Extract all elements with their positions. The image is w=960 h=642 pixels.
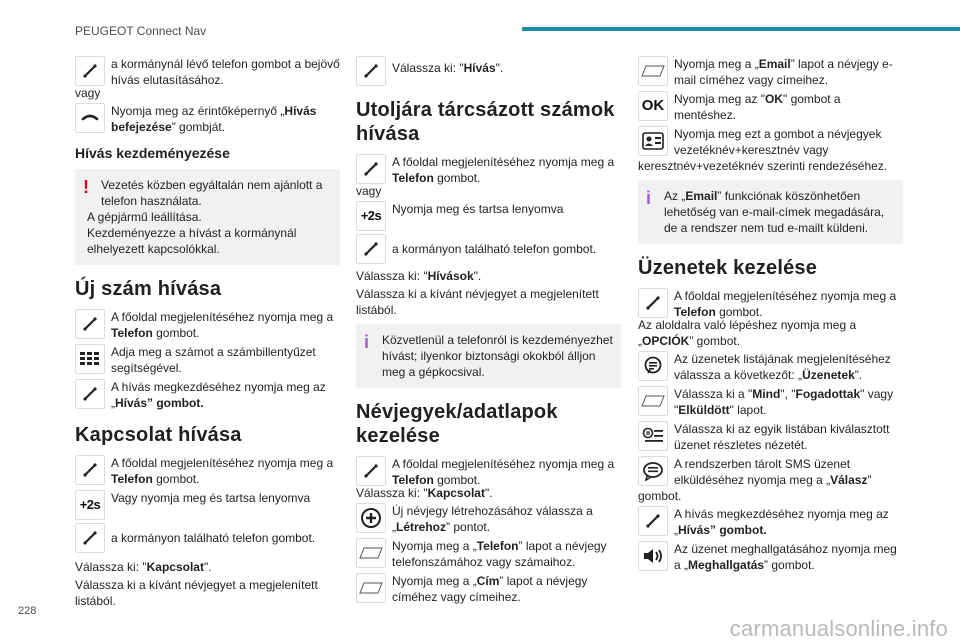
ok-icon: OK: [638, 91, 668, 121]
contact-card-icon: [638, 126, 668, 156]
edit-field-icon: [356, 573, 386, 603]
edit-field-icon: [356, 538, 386, 568]
keypad-icon: [75, 344, 105, 374]
list-item: OK Nyomja meg az "OK" gombot a mentéshez.: [638, 91, 903, 123]
list-item: Nyomja meg az érintőképernyő „Hívás befejezése” gombját.: [75, 103, 340, 135]
list-item: A főoldal megjelenítéséhez nyomja meg a Telefon gombot.: [638, 288, 903, 320]
warning-icon: !: [83, 177, 89, 197]
page-number: 228: [18, 605, 37, 617]
list-item: Nyomja meg ezt a gombot a névjegyek vezetéknév+keresztnév vagy: [638, 126, 903, 158]
list-item: Új névjegy létrehozásához válassza a „Létrehoz” pontot.: [356, 503, 621, 535]
add-icon: [356, 503, 386, 533]
list-item: Az üzenet meghallgatásához nyomja meg a „Meghallgatás” gombot.: [638, 541, 903, 573]
list-item: Nyomja meg a „Telefon” lapot a névjegy telefonszámához vagy számaihoz.: [356, 538, 621, 570]
list-item: Válassza ki a "Mind", "Fogadottak" vagy "Elküldött" lapot.: [638, 386, 903, 418]
list-item: Adja meg a számot a számbillentyűzet segítségével.: [75, 344, 340, 376]
phone-icon: [75, 455, 105, 485]
phone-icon: [356, 56, 386, 86]
list-item: A főoldal megjelenítéséhez nyomja meg a Telefon gombot.: [356, 456, 621, 488]
section-heading: Üzenetek kezelése: [638, 257, 818, 279]
list-item: a kormánynál lévő telefon gombot a bejövő hívás elutasításához.: [75, 56, 340, 88]
list-item: A főoldal megjelenítéséhez nyomja meg a Telefon gombot.: [356, 154, 621, 186]
edit-field-icon: [638, 386, 668, 416]
column-3: Nyomja meg a „Email” lapot a névjegy e-mail címéhez vagy címeihez. OK Nyomja meg az "OK" gombot a mentéshez. Nyomja meg ezt a gombot a névjegyek vezetéknév+keresztnév vagy keresztnév+vezetéknév szerinti rendezéséhez. i Az „Email” funkciónak köszönhetően lehetőség van e-mail-címek megadására, de a rendszer nem tud e-mailt küldeni. Üzenetek kezelése A főoldal megjelenítéséhez nyomja meg a Telefon gombot. Az aloldalra való lépéshez nyomja meg a „OPCIÓK” gombot. Az üzenetek listájának megjelenítéséhez válassza a következőt: „Üzenetek”. Válassza ki a "Mind", "Fogadottak" vagy "Elküldött" lapot. Válassza ki az egyik listában kiválasztott üzenet részletes nézetét. A rendszerben tárolt SMS üzenet elküldéséhez nyomja meg a „Válasz” gombot. A hívás megkezdéséhez nyomja meg az „Hívás” gombot. Az üzenet meghallgatásához nyomja meg a „Meghallgatás” gombot.: [638, 56, 903, 576]
section-heading: Utoljára tárcsázott számok hívása: [356, 99, 615, 145]
phone-icon: [75, 56, 105, 86]
watermark: carmanualsonline.info: [729, 616, 948, 641]
list-item: A hívás megkezdéséhez nyomja meg az „Hívás” gombot.: [638, 506, 903, 538]
info-icon: i: [364, 332, 370, 352]
list-item: A főoldal megjelenítéséhez nyomja meg a Telefon gombot.: [75, 455, 340, 487]
list-item: Válassza ki az egyik listában kiválasztott üzenet részletes nézetét.: [638, 421, 903, 453]
column-2: Válassza ki: "Hívás". Utoljára tárcsázott számok hívása A főoldal megjelenítéséhez nyomja meg a Telefon gombot. vagy +2s Nyomja meg és tartsa lenyomva a kormányon található telefon gombot. Válassza ki: "Hívások". Válassza ki a kívánt névjegyet a megjelenített listából. i Közvetlenül a telefonról is kezdeményezhet hívást; ilyenkor biztonsági okokból álljon meg a gépkocsival. Névjegyek/adatlapok kezelése A főoldal megjelenítéséhez nyomja meg a Telefon gombot. Válassza ki: "Kapcsolat". Új névjegy létrehozásához válassza a „Létrehoz” pontot. Nyomja meg a „Telefon” lapot a névjegy telefonszámához vagy számaihoz. Nyomja meg a „Cím” lapot a névjegy címéhez vagy címeihez.: [356, 56, 621, 608]
header-accent-bar: [522, 27, 960, 31]
phone-icon: [356, 234, 386, 264]
phone-icon: [638, 506, 668, 536]
list-icon: [638, 421, 668, 451]
list-item: a kormányon található telefon gombot.: [75, 523, 340, 553]
list-item: a kormányon található telefon gombot.: [356, 234, 621, 264]
list-item: Nyomja meg a „Email” lapot a névjegy e-mail címéhez vagy címeihez.: [638, 56, 903, 88]
hangup-icon: [75, 103, 105, 133]
messages-icon: [638, 351, 668, 381]
section-heading: Hívás kezdeményezése: [75, 145, 230, 161]
speaker-icon: [638, 541, 668, 571]
list-item: Nyomja meg a „Cím” lapot a névjegy címéhez vagy címeihez.: [356, 573, 621, 605]
phone-icon: [75, 523, 105, 553]
column-1: a kormánynál lévő telefon gombot a bejövő hívás elutasításához. vagy Nyomja meg az érintőképernyő „Hívás befejezése” gombját. Hívás kezdeményezése ! Vezetés közben egyáltalán nem ajánlott a telefon használata. A gépjármű leállítása. Kezdeményezze a hívást a kormánynál elhelyezett kapcsolókkal. Új szám hívása A főoldal megjelenítéséhez nyomja meg a Telefon gombot. Adja meg a számot a számbillentyűzet segítségével. A hívás megkezdéséhez nyomja meg az „Hívás” gombot. Kapcsolat hívása A főoldal megjelenítéséhez nyomja meg a Telefon gombot. +2s Vagy nyomja meg és tartsa lenyomva a kormányon található telefon gombot. Válassza ki: "Kapcsolat". Válassza ki a kívánt névjegyet a megjelenített listából.: [75, 57, 340, 608]
info-icon: i: [646, 188, 652, 208]
list-item: +2s Nyomja meg és tartsa lenyomva: [356, 201, 621, 231]
list-item: Az üzenetek listájának megjelenítéséhez válassza a következőt: „Üzenetek”.: [638, 351, 903, 383]
phone-icon: [75, 309, 105, 339]
warning-note: ! Vezetés közben egyáltalán nem ajánlott a telefon használata. A gépjármű leállítása. Kezdeményezze a hívást a kormánynál elhelyezett kapcsolókkal.: [75, 169, 340, 265]
edit-field-icon: [638, 56, 668, 86]
phone-icon: [75, 379, 105, 409]
section-heading: Névjegyek/adatlapok kezelése: [356, 401, 558, 447]
phone-icon: [356, 456, 386, 486]
list-item: Válassza ki: "Hívás".: [356, 56, 621, 86]
hold-2s-icon: +2s: [356, 201, 386, 231]
info-note: i Közvetlenül a telefonról is kezdeményezhet hívást; ilyenkor biztonsági okokból álljon meg a gépkocsival.: [356, 324, 621, 388]
info-note: i Az „Email” funkciónak köszönhetően lehetőség van e-mail-címek megadására, de a rendszer nem tud e-mailt küldeni.: [638, 180, 903, 244]
section-heading: Új szám hívása: [75, 278, 222, 300]
message-icon: [638, 456, 668, 486]
phone-icon: [356, 154, 386, 184]
section-heading: Kapcsolat hívása: [75, 424, 242, 446]
phone-icon: [638, 288, 668, 318]
list-item: A rendszerben tárolt SMS üzenet elküldéséhez nyomja meg a „Válasz”: [638, 456, 903, 488]
list-item: +2s Vagy nyomja meg és tartsa lenyomva: [75, 490, 340, 520]
list-item: A hívás megkezdéséhez nyomja meg az „Hívás” gombot.: [75, 379, 340, 411]
list-item: A főoldal megjelenítéséhez nyomja meg a Telefon gombot.: [75, 309, 340, 341]
header-title: PEUGEOT Connect Nav: [75, 24, 207, 38]
hold-2s-icon: +2s: [75, 490, 105, 520]
